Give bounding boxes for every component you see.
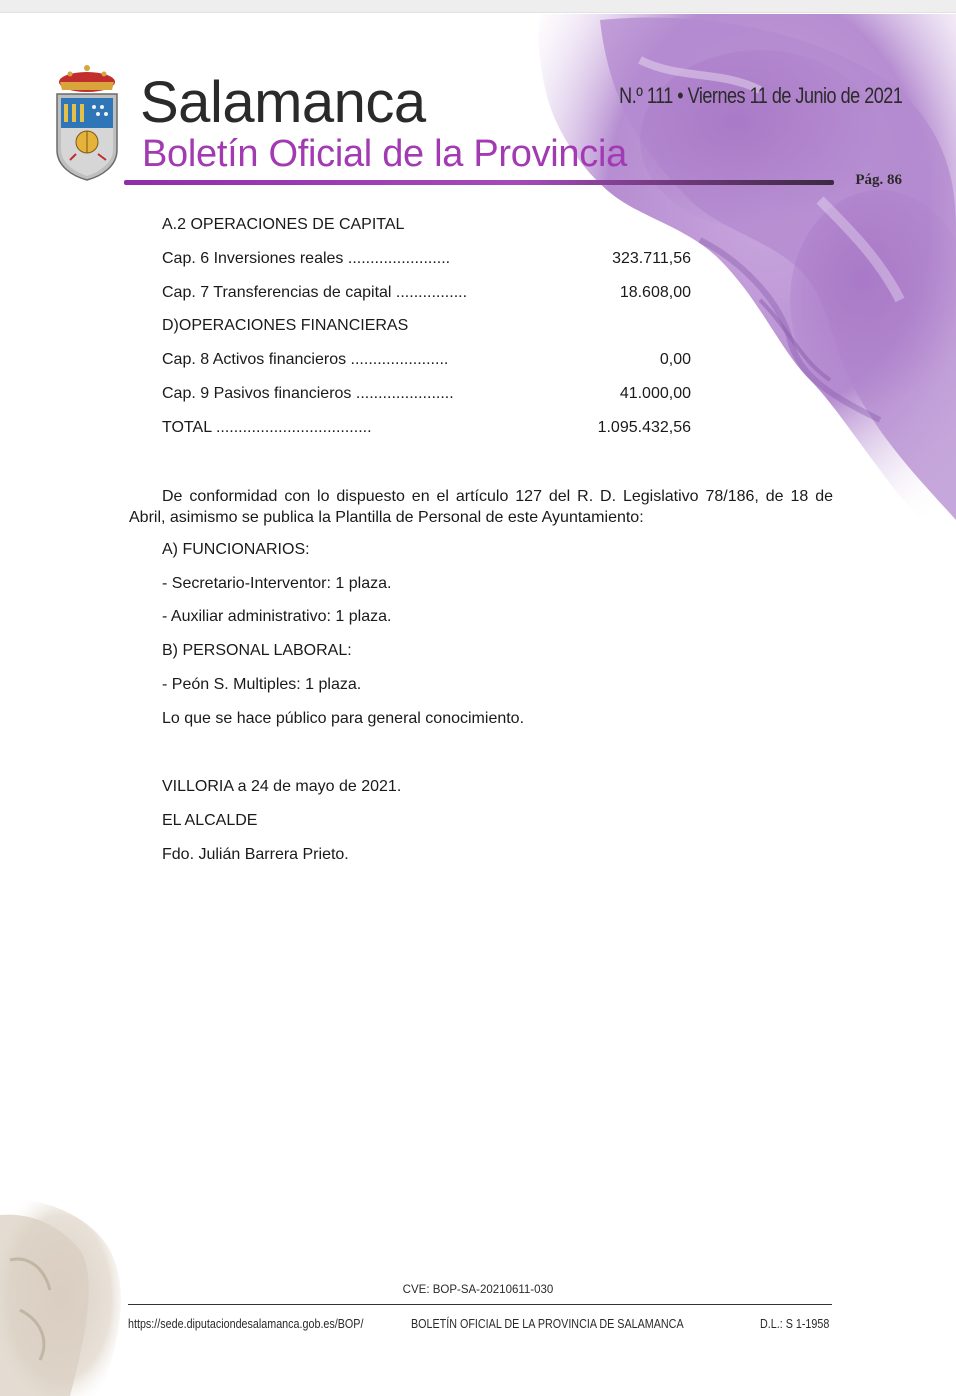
issue-info: N.º 111 • Viernes 11 de Junio de 2021	[618, 83, 902, 108]
signer-title: EL ALCALDE	[162, 812, 258, 829]
budget-row-amount: 0,00	[659, 351, 691, 368]
coat-of-arms-logo	[52, 60, 122, 182]
staff-item: - Secretario-Interventor: 1 plaza.	[162, 575, 392, 592]
staff-item: - Auxiliar administrativo: 1 plaza.	[162, 608, 392, 625]
budget-row-amount: 41.000,00	[619, 385, 691, 402]
staff-section-heading: A) FUNCIONARIOS:	[162, 541, 310, 558]
staff-item: - Peón S. Multiples: 1 plaza.	[162, 676, 362, 693]
budget-row-amount: 323.711,56	[612, 250, 691, 267]
budget-row-label: Cap. 6 Inversiones reales .......................	[162, 250, 451, 267]
page-number: Pág. 86	[855, 172, 902, 188]
budget-total-amount: 1.095.432,56	[597, 419, 691, 436]
budget-row-label: Cap. 9 Pasivos financieros ......................	[162, 385, 454, 402]
footer-rule	[128, 1304, 832, 1305]
public-notice-line: Lo que se hace público para general conocimiento.	[162, 710, 525, 727]
staff-paragraph: De conformidad con lo dispuesto en el artículo 127 del R. D. Legislativo 78/186, de 18 de Abril, asimismo se publica la Plantilla de Personal de este Ayuntamiento:	[129, 488, 833, 526]
budget-row-label: Cap. 8 Activos financieros ......................	[162, 351, 449, 368]
budget-row-label: D)OPERACIONES FINANCIERAS	[162, 317, 409, 334]
budget-row-amount: 18.608,00	[619, 284, 691, 301]
header-rule	[124, 180, 834, 185]
footer-publication-name: BOLETÍN OFICIAL DE LA PROVINCIA DE SALAMANCA	[411, 1317, 684, 1331]
cve-code: CVE: BOP-SA-20210611-030	[402, 1284, 554, 1296]
signer-name: Fdo. Julián Barrera Prieto.	[162, 846, 349, 863]
footer-url[interactable]: https://sede.diputaciondesalamanca.gob.es/BOP/	[128, 1317, 364, 1331]
masthead-subtitle: Boletín Oficial de la Provincia	[142, 133, 627, 175]
budget-row-label: Cap. 7 Transferencias de capital ................	[162, 284, 468, 301]
footer-legal-deposit: D.L.: S 1-1958	[760, 1317, 830, 1331]
budget-row-label: A.2 OPERACIONES DE CAPITAL	[162, 216, 405, 233]
place-date: VILLORIA a 24 de mayo de 2021.	[162, 778, 402, 795]
masthead-title: Salamanca	[140, 70, 426, 135]
staff-section-heading: B) PERSONAL LABORAL:	[162, 642, 352, 659]
budget-total-label: TOTAL ...................................	[162, 419, 372, 436]
